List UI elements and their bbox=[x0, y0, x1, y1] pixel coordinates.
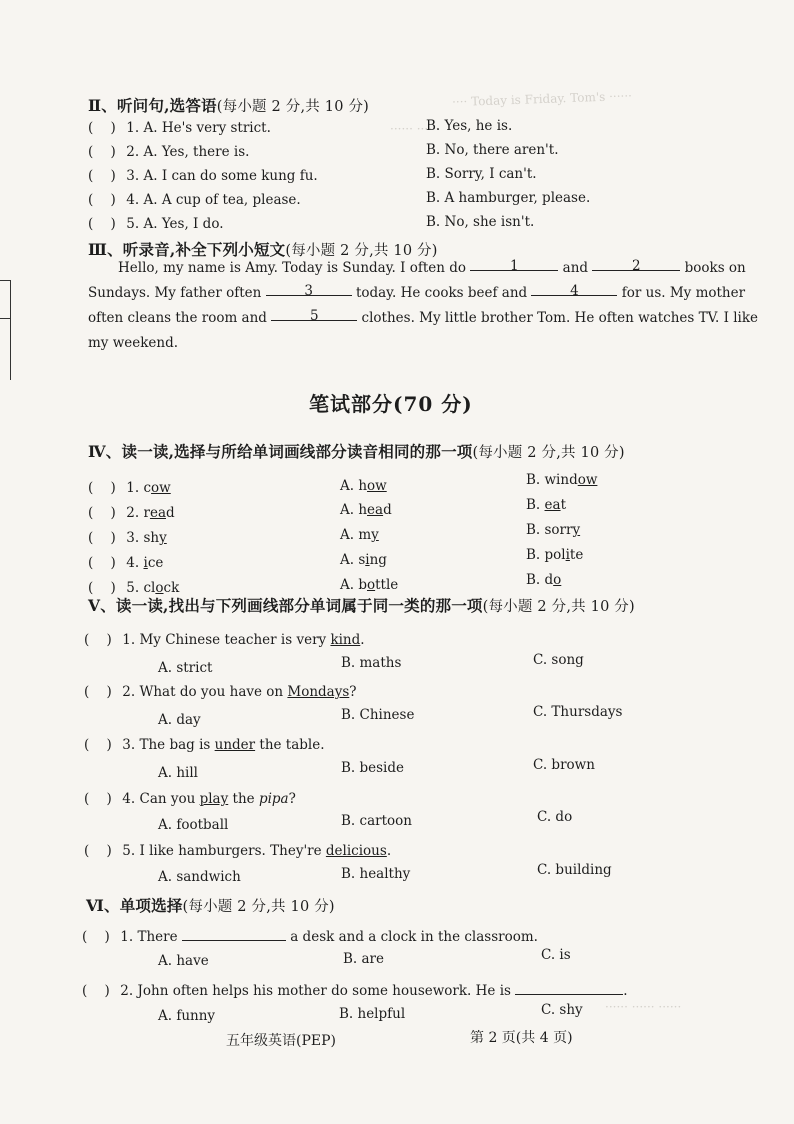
option-c: C. do bbox=[537, 809, 573, 825]
option-c: C. shy bbox=[541, 1002, 583, 1018]
section-4-question-3: ( ) 3. shy bbox=[88, 530, 167, 546]
answer-blank[interactable]: ( ) bbox=[88, 505, 116, 521]
option-b: B. No, there aren't. bbox=[426, 142, 559, 158]
section-6-question-1: ( ) 1. There a desk and a clock in the classroom. bbox=[82, 926, 538, 945]
answer-blank[interactable]: ( ) bbox=[84, 684, 112, 700]
section-6-title: Ⅵ、单项选择(每小题 2 分,共 10 分) bbox=[86, 896, 335, 915]
margin-mark bbox=[0, 280, 10, 281]
section-5-question-2: ( ) 2. What do you have on Mondays? bbox=[84, 684, 357, 700]
option-a: A. sing bbox=[340, 552, 387, 568]
option-b: B. Yes, he is. bbox=[426, 118, 513, 134]
option-a: A. how bbox=[340, 478, 387, 494]
passage-blank-4[interactable]: 4 bbox=[531, 281, 617, 296]
passage-blank-1[interactable]: 1 bbox=[470, 256, 558, 271]
section-5-question-5: ( ) 5. I like hamburgers. They're delicious. bbox=[84, 843, 392, 859]
section-5-question-4: ( ) 4. Can you play the pipa? bbox=[84, 791, 296, 807]
option-b: B. do bbox=[526, 572, 562, 588]
option-c: C. building bbox=[537, 862, 612, 878]
option-b: B. maths bbox=[341, 655, 402, 671]
option-b: B. beside bbox=[341, 760, 405, 776]
option-a: A. strict bbox=[158, 660, 213, 676]
answer-blank[interactable]: ( ) bbox=[88, 120, 116, 136]
option-c: C. Thursdays bbox=[533, 704, 623, 720]
passage-blank-3[interactable]: 3 bbox=[266, 281, 352, 296]
footer-grade: 五年级英语(PEP) bbox=[226, 1033, 336, 1049]
section-2-question-5: ( ) 5. A. Yes, I do. bbox=[88, 216, 224, 232]
answer-blank[interactable]: ( ) bbox=[88, 580, 116, 596]
section-4-question-4: ( ) 4. ice bbox=[88, 555, 164, 571]
option-b: B. polite bbox=[526, 547, 584, 563]
answer-blank[interactable]: ( ) bbox=[84, 843, 112, 859]
section-4-title: Ⅳ、读一读,选择与所给单词画线部分读音相同的那一项(每小题 2 分,共 10 分) bbox=[88, 442, 625, 461]
option-a: A. hill bbox=[158, 765, 198, 781]
written-section-title: 笔试部分(70 分) bbox=[309, 392, 473, 416]
answer-blank[interactable]: ( ) bbox=[82, 983, 110, 999]
option-b: B. window bbox=[526, 472, 598, 488]
option-a: A. head bbox=[340, 502, 392, 518]
section-5-question-1: ( ) 1. My Chinese teacher is very kind. bbox=[84, 632, 365, 648]
section-5-question-3: ( ) 3. The bag is under the table. bbox=[84, 737, 325, 753]
option-a: A. bottle bbox=[340, 577, 399, 593]
answer-blank[interactable]: ( ) bbox=[88, 480, 116, 496]
bleed-through-text: ······ ······ ······ bbox=[605, 1000, 682, 1014]
option-a: A. sandwich bbox=[158, 869, 241, 885]
option-b: B. helpful bbox=[339, 1006, 406, 1022]
section-3-passage bbox=[88, 256, 759, 356]
answer-blank[interactable]: ( ) bbox=[84, 791, 112, 807]
section-2-question-3: ( ) 3. A. I can do some kung fu. bbox=[88, 168, 318, 184]
answer-blank[interactable]: ( ) bbox=[88, 168, 116, 184]
answer-blank[interactable]: ( ) bbox=[88, 530, 116, 546]
section-4-question-5: ( ) 5. clock bbox=[88, 580, 180, 596]
section-3-title: Ⅲ、听录音,补全下列小短文(每小题 2 分,共 10 分) bbox=[88, 240, 438, 259]
answer-blank[interactable]: ( ) bbox=[88, 555, 116, 571]
answer-blank[interactable]: ( ) bbox=[88, 192, 116, 208]
option-b: B. Chinese bbox=[341, 707, 415, 723]
margin-mark bbox=[10, 280, 11, 380]
passage-line: often cleans the room and 5 clothes. My little brother Tom. He often watches TV. I like bbox=[88, 308, 759, 326]
margin-mark bbox=[0, 318, 10, 319]
option-b: B. No, she isn't. bbox=[426, 214, 535, 230]
option-c: C. brown bbox=[533, 757, 595, 773]
answer-blank[interactable]: ( ) bbox=[82, 929, 110, 945]
section-4-question-2: ( ) 2. read bbox=[88, 505, 175, 521]
section-5-title: Ⅴ、读一读,找出与下列画线部分单词属于同一类的那一项(每小题 2 分,共 10 分) bbox=[88, 596, 635, 615]
passage-line: Hello, my name is Amy. Today is Sunday. I often do 1 and 2 books on bbox=[118, 258, 746, 276]
bleed-through-text: ···· Today is Friday. Tom's ······ bbox=[451, 88, 633, 110]
option-b: B. cartoon bbox=[341, 813, 412, 829]
option-b: B. sorry bbox=[526, 522, 581, 538]
section-4-question-1: ( ) 1. cow bbox=[88, 480, 171, 496]
answer-blank[interactable]: ( ) bbox=[84, 737, 112, 753]
answer-blank[interactable]: ( ) bbox=[84, 632, 112, 648]
section-2-question-2: ( ) 2. A. Yes, there is. bbox=[88, 144, 250, 160]
passage-line: Sundays. My father often 3 today. He cooks beef and 4 for us. My mother bbox=[88, 283, 746, 301]
answer-blank[interactable]: ( ) bbox=[88, 216, 116, 232]
section-2-question-1: ( ) 1. A. He's very strict. bbox=[88, 120, 271, 136]
option-a: A. funny bbox=[158, 1008, 216, 1024]
passage-line: my weekend. bbox=[88, 335, 179, 351]
section-2-title: Ⅱ、听问句,选答语(每小题 2 分,共 10 分) bbox=[88, 96, 370, 115]
option-b: B. eat bbox=[526, 497, 566, 513]
answer-blank[interactable]: ( ) bbox=[88, 144, 116, 160]
bleed-through-text: ······ ······ bbox=[390, 122, 440, 136]
option-c: C. song bbox=[533, 652, 584, 668]
option-b: B. Sorry, I can't. bbox=[426, 166, 537, 182]
section-2-question-4: ( ) 4. A. A cup of tea, please. bbox=[88, 192, 301, 208]
option-a: A. have bbox=[158, 953, 209, 969]
footer-page-number: 第 2 页(共 4 页) bbox=[470, 1030, 573, 1046]
option-b: B. are bbox=[343, 951, 384, 967]
fill-blank[interactable] bbox=[182, 926, 286, 941]
fill-blank[interactable] bbox=[515, 980, 623, 995]
option-c: C. is bbox=[541, 947, 571, 963]
option-b: B. A hamburger, please. bbox=[426, 190, 591, 206]
passage-blank-5[interactable]: 5 bbox=[271, 306, 357, 321]
section-6-question-2: ( ) 2. John often helps his mother do some housework. He is . bbox=[82, 980, 628, 999]
option-a: A. football bbox=[158, 817, 229, 833]
option-a: A. day bbox=[158, 712, 201, 728]
option-b: B. healthy bbox=[341, 866, 411, 882]
passage-blank-2[interactable]: 2 bbox=[592, 256, 680, 271]
option-a: A. my bbox=[340, 527, 379, 543]
